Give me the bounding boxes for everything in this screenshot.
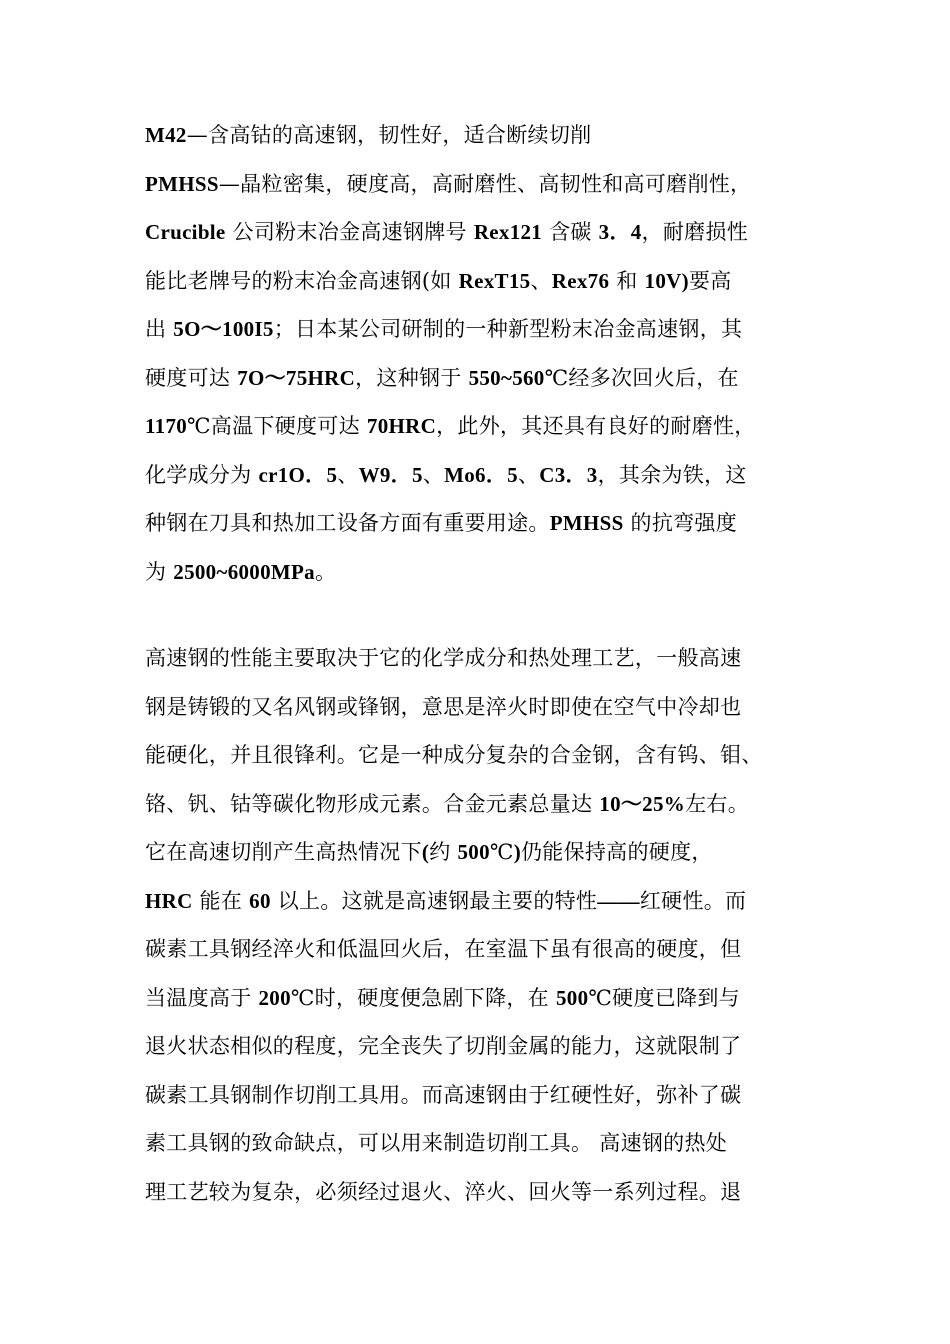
text-run: ℃ [489, 840, 514, 864]
bold-run: ( [421, 840, 430, 864]
bold-run: M42 [145, 123, 187, 147]
bold-run: Crucible [145, 220, 226, 244]
text-run: —晶粒密集，硬度高，高耐磨性、高韧性和高可磨削性， [218, 171, 752, 196]
text-run: 约 [429, 840, 458, 864]
text-run: 以上。这就是高速钢最主要的特性 [270, 888, 598, 913]
text-run: 硬度可达 [145, 365, 238, 390]
bold-run: —— [597, 888, 640, 913]
text-line [145, 169, 751, 199]
text-run: ℃时，硬度便急剧下降，在 [290, 985, 556, 1010]
bold-run: Mo6．5 [444, 462, 518, 487]
bold-run: 200 [258, 985, 291, 1010]
text-run: 、 [337, 462, 359, 487]
text-run: 要高 [688, 268, 732, 293]
text-run: 能在 [192, 888, 250, 913]
bold-run: PMHSS [549, 511, 624, 535]
bold-run: Rex76 [551, 268, 610, 293]
bold-run: W9．5 [358, 462, 423, 487]
text-line [145, 1031, 741, 1061]
text-line [145, 363, 739, 393]
text-run: 出 [145, 317, 174, 341]
bold-run: PMHSS [145, 171, 219, 196]
text-line [145, 740, 763, 770]
text-line [145, 837, 713, 867]
bold-run: HRC [145, 888, 193, 913]
text-run: ；日本某公司研制的一种新型粉末冶金高速钢，其 [273, 317, 743, 341]
text-run: 化学成分为 [145, 462, 259, 487]
bold-run: 60 [249, 888, 271, 913]
text-run: 高速钢的性能主要取决于它的化学成分和热处理工艺，一般高速 [145, 646, 742, 670]
text-run: ，耐磨损性 [641, 220, 749, 244]
text-run: 碳素工具钢经淬火和低温回火后，在室温下虽有很高的硬度，但 [145, 937, 742, 961]
text-run: 素工具钢的致命缺点，可以用来制造切削工具。 高速钢的热处 [145, 1131, 728, 1155]
text-run: 当温度高于 [145, 985, 259, 1010]
text-line [145, 983, 740, 1013]
text-line [145, 460, 747, 490]
text-line [145, 411, 756, 441]
text-run: 、 [422, 462, 445, 487]
text-line [145, 120, 591, 150]
bold-run: cr1O．5 [258, 462, 338, 487]
text-run: 能比老牌号的粉末冶金高速钢(如 [145, 268, 459, 293]
text-line [145, 692, 741, 722]
bold-run: RexT15 [458, 268, 531, 293]
text-line [145, 557, 336, 587]
text-run: 退火状态相似的程度，完全丧失了切削金属的能力，这就限制了 [145, 1034, 742, 1058]
text-run: 能硬化，并且很锋利。它是一种成分复杂的合金钢，含有钨、钼、 [145, 743, 763, 767]
text-run: 种钢在刀具和热加工设备方面有重要用途。 [145, 511, 550, 535]
bold-run: 5O～100I5 [173, 317, 274, 341]
bold-run: 70HRC [366, 414, 437, 438]
text-run: 为 [145, 559, 174, 584]
text-line [145, 789, 749, 819]
text-line [145, 1128, 727, 1158]
text-run: ，这种钢于 [355, 365, 469, 390]
text-run: 仍能保持高的硬度， [520, 840, 713, 864]
text-line [145, 266, 732, 296]
bold-run: 1170 [145, 414, 188, 438]
text-run: 钢是铸锻的又名风钢或锋钢，意思是淬火时即使在空气中冷却也 [145, 694, 742, 719]
text-run: ℃硬度已降到与 [588, 985, 740, 1010]
text-line [145, 1080, 741, 1110]
bold-run: 3．4 [598, 220, 642, 244]
bold-run: Rex121 [473, 220, 543, 244]
text-line [145, 1177, 741, 1207]
text-run: 的抗弯强度 [623, 511, 738, 535]
text-run: 红硬性。而 [639, 888, 747, 913]
text-line [145, 217, 748, 247]
text-line [145, 314, 742, 344]
text-run: 理工艺较为复杂，必须经过退火、淬火、回火等一系列过程。退 [145, 1179, 742, 1204]
text-run: ℃经多次回火后，在 [544, 365, 739, 390]
text-run: ℃高温下硬度可达 [187, 414, 367, 438]
bold-run: 2500~6000MPa [173, 559, 315, 584]
text-run: —含高钴的高速钢，韧性好，适合断续切削 [186, 123, 592, 147]
text-line [145, 934, 741, 964]
text-run: 它在高速切削产生高热情况下 [145, 840, 422, 864]
text-run: 和 [609, 268, 645, 293]
bold-run: ) [513, 840, 521, 864]
text-run: 、 [530, 268, 552, 293]
bold-run: 10～25% [599, 791, 686, 816]
text-run: ，此外，其还具有良好的耐磨性， [436, 414, 756, 438]
text-run: ，其余为铁，这 [597, 462, 747, 487]
text-run: 含碳 [542, 220, 599, 244]
text-run: 、 [517, 462, 540, 487]
text-run: 公司粉末冶金高速钢牌号 [225, 220, 474, 244]
bold-run: 550~560 [468, 365, 545, 390]
text-run: 碳素工具钢制作切削工具用。而高速钢由于红硬性好，弥补了碳 [145, 1082, 742, 1107]
bold-run: 500 [457, 840, 490, 864]
bold-run: 10V) [644, 268, 689, 293]
bold-run: 7O～75HRC [237, 365, 356, 390]
bold-run: 500 [555, 985, 589, 1010]
text-line [145, 508, 737, 538]
text-line [145, 886, 746, 916]
text-run: 。 [314, 559, 337, 584]
bold-run: C3．3 [539, 462, 598, 487]
text-run: 铬、钒、钴等碳化物形成元素。合金元素总量达 [145, 791, 600, 816]
text-line [145, 643, 741, 673]
text-run: 左右。 [685, 791, 749, 816]
